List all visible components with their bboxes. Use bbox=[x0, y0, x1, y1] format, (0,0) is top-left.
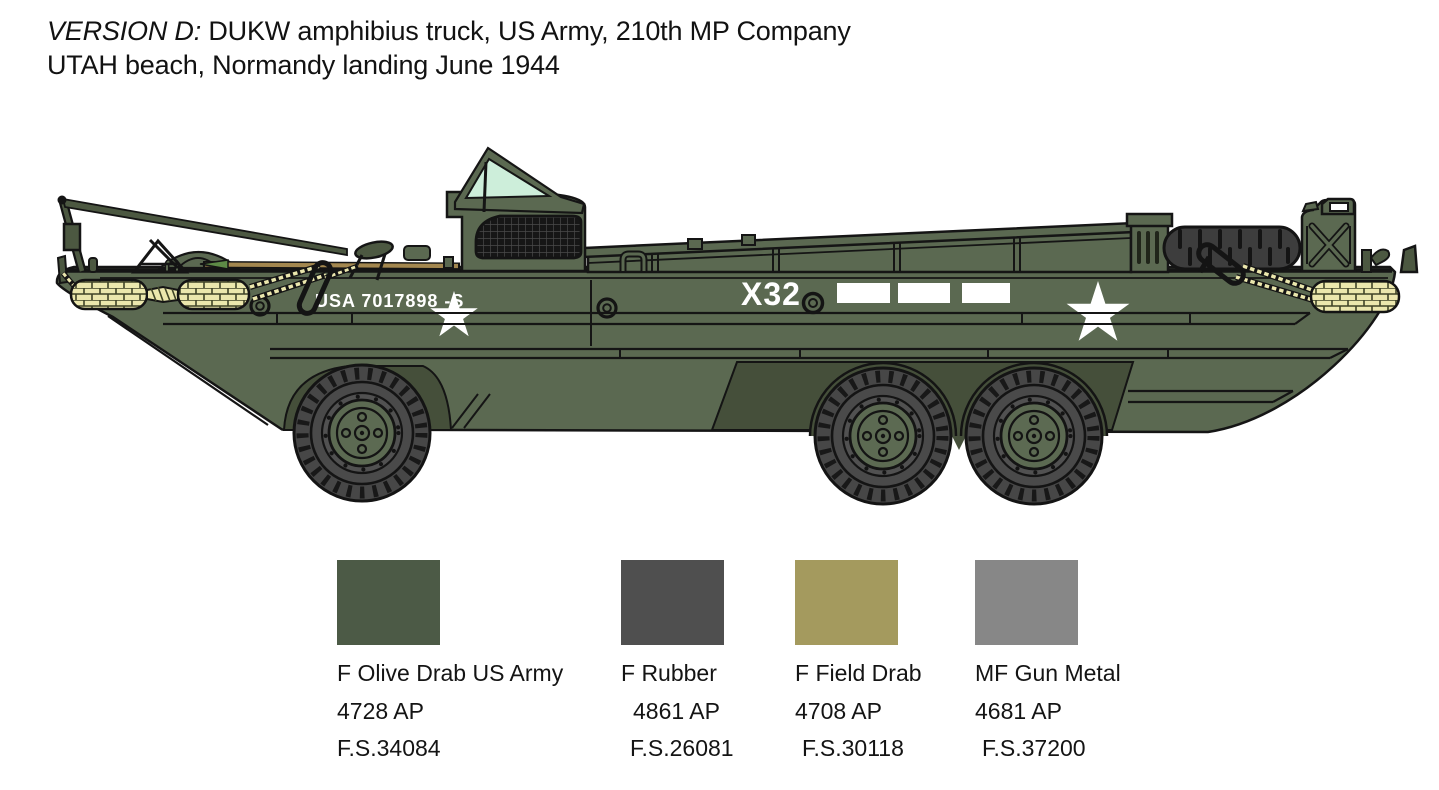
color-chip bbox=[975, 560, 1078, 645]
paint-name: F Field Drab bbox=[795, 660, 922, 686]
paint-fs-number: F.S.37200 bbox=[982, 735, 1086, 761]
paint-name: F Rubber bbox=[621, 660, 717, 686]
horn bbox=[404, 246, 430, 260]
bow-post bbox=[89, 258, 97, 272]
color-chip bbox=[795, 560, 898, 645]
paint-name: MF Gun Metal bbox=[975, 660, 1121, 686]
white-panel-marking bbox=[837, 283, 890, 303]
white-panel-marking bbox=[962, 283, 1010, 303]
paint-code: 4708 AP bbox=[795, 697, 882, 724]
version-label: VERSION D: bbox=[47, 16, 209, 46]
paint-fs-number: F.S.30118 bbox=[802, 735, 904, 761]
rear-wheel-2 bbox=[966, 368, 1102, 504]
sheet-title bbox=[47, 14, 851, 82]
rope-fender bbox=[1311, 281, 1399, 312]
rope-twist bbox=[147, 287, 178, 302]
cargo-wall bbox=[584, 214, 1172, 272]
paint-swatch-olive-drab bbox=[337, 560, 563, 768]
paint-code: 4861 AP bbox=[633, 697, 720, 724]
paint-fs-number: F.S.34084 bbox=[337, 735, 441, 761]
jerry-can-handle-slot bbox=[1330, 203, 1348, 211]
stern-hook bbox=[1371, 250, 1389, 265]
paint-swatch-gun-metal bbox=[975, 560, 1121, 768]
stern-fin bbox=[1401, 246, 1417, 272]
wall-latch bbox=[688, 239, 702, 249]
title-line-1-text: DUKW amphibius truck, US Army, 210th MP Company bbox=[208, 16, 851, 46]
paint-code: 4728 AP bbox=[337, 697, 424, 724]
paint-name: F Olive Drab US Army bbox=[337, 660, 564, 686]
white-panel-marking bbox=[898, 283, 950, 303]
windshield-wiper bbox=[484, 162, 486, 212]
paint-fs-number: F.S.26081 bbox=[630, 735, 734, 761]
paint-swatch-rubber bbox=[621, 560, 734, 768]
rear-wheel-1 bbox=[815, 368, 951, 504]
paint-code: 4681 AP bbox=[975, 697, 1062, 724]
rope-fender bbox=[178, 280, 249, 309]
color-chip bbox=[337, 560, 440, 645]
radiator-grille bbox=[476, 216, 581, 258]
rear-wall-cap bbox=[1127, 214, 1172, 226]
jerry-can bbox=[1302, 199, 1355, 271]
wall-latch bbox=[742, 235, 755, 245]
paint-swatch-field-drab bbox=[795, 560, 922, 768]
cab bbox=[404, 148, 585, 271]
registration-text: USA 7017898 -S bbox=[315, 291, 465, 311]
mast-apex bbox=[58, 196, 67, 205]
stern-bracket bbox=[1362, 250, 1371, 272]
color-chip bbox=[621, 560, 724, 645]
hull-code-text: X32 bbox=[741, 276, 801, 312]
rope-fender bbox=[71, 280, 147, 309]
pole-bracket bbox=[444, 257, 453, 268]
title-line-1 bbox=[47, 14, 851, 48]
boom-spar bbox=[63, 199, 347, 255]
front-wheel bbox=[294, 365, 430, 501]
title-line-2: UTAH beach, Normandy landing June 1944 bbox=[47, 50, 560, 80]
